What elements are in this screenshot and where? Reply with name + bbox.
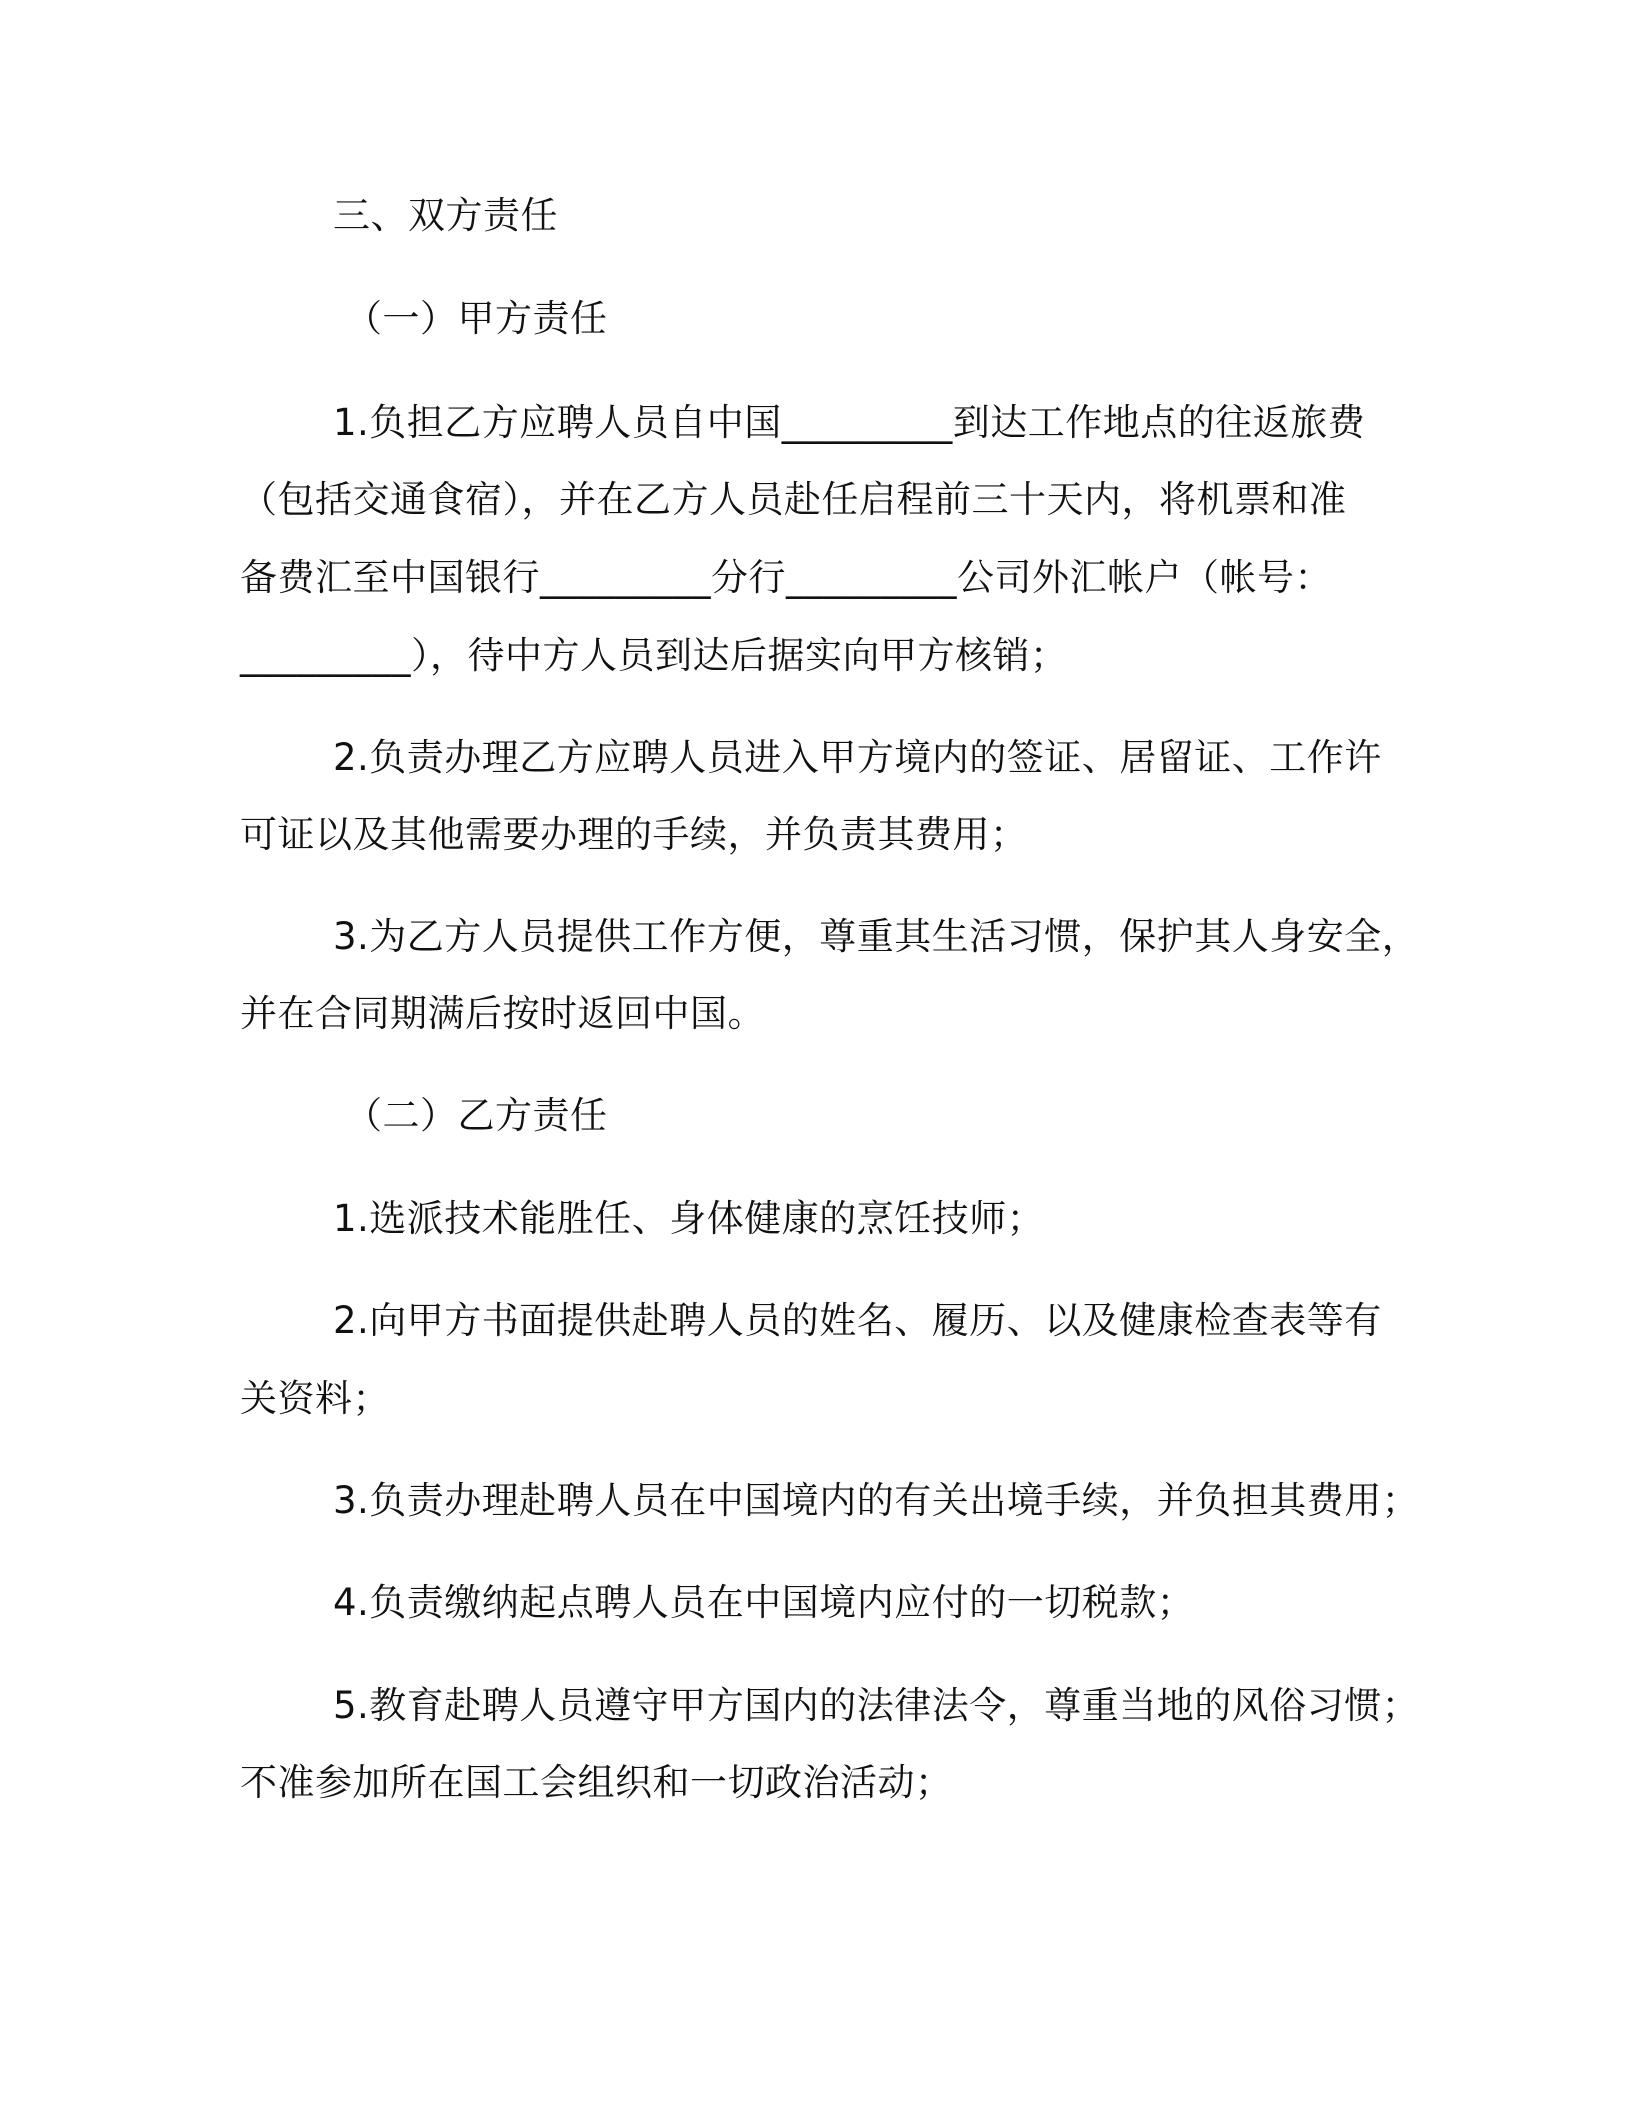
party-a-item-3-line-2: 并在合同期满后按时返回中国。	[240, 992, 765, 1035]
party-a-item-1-line-2: （包括交通食宿），并在乙方人员赴任启程前三十天内，将机票和准	[240, 478, 1347, 521]
party-b-item-5-line-2: 不准参加所在国工会组织和一切政治活动；	[240, 1761, 953, 1804]
party-a-item-1-line-4: _________），待中方人员到达后据实向甲方核销；	[240, 634, 1068, 677]
party-b-item-5-line-1: 5.教育赴聘人员遵守甲方国内的法律法令，尊重当地的风俗习惯；	[333, 1684, 1420, 1727]
party-a-item-3-line-1: 3.为乙方人员提供工作方便，尊重其生活习惯，保护其人身安全，	[333, 915, 1420, 958]
party-a-heading: （一）甲方责任	[345, 297, 608, 340]
party-a-item-1-line-3: 备费汇至中国银行_________分行_________公司外汇帐户（帐号：	[240, 556, 1332, 599]
party-b-item-2-line-2: 关资料；	[240, 1377, 390, 1420]
section-heading: 三、双方责任	[333, 194, 558, 237]
party-b-item-1-line-1: 1.选派技术能胜任、身体健康的烹饪技师；	[333, 1197, 1045, 1240]
party-b-item-4-line-1: 4.负责缴纳起点聘人员在中国境内应付的一切税款；	[333, 1581, 1195, 1624]
party-a-item-2-line-1: 2.负责办理乙方应聘人员进入甲方境内的签证、居留证、工作许	[333, 736, 1382, 779]
party-a-item-1-line-1: 1.负担乙方应聘人员自中国_________到达工作地点的往返旅费	[333, 401, 1366, 444]
party-b-item-3-line-1: 3.负责办理赴聘人员在中国境内的有关出境手续，并负担其费用；	[333, 1479, 1420, 1522]
party-b-item-2-line-1: 2.向甲方书面提供赴聘人员的姓名、履历、以及健康检查表等有	[333, 1299, 1382, 1342]
party-a-item-2-line-2: 可证以及其他需要办理的手续，并负责其费用；	[240, 813, 1028, 856]
party-b-heading: （二）乙方责任	[345, 1094, 608, 1137]
